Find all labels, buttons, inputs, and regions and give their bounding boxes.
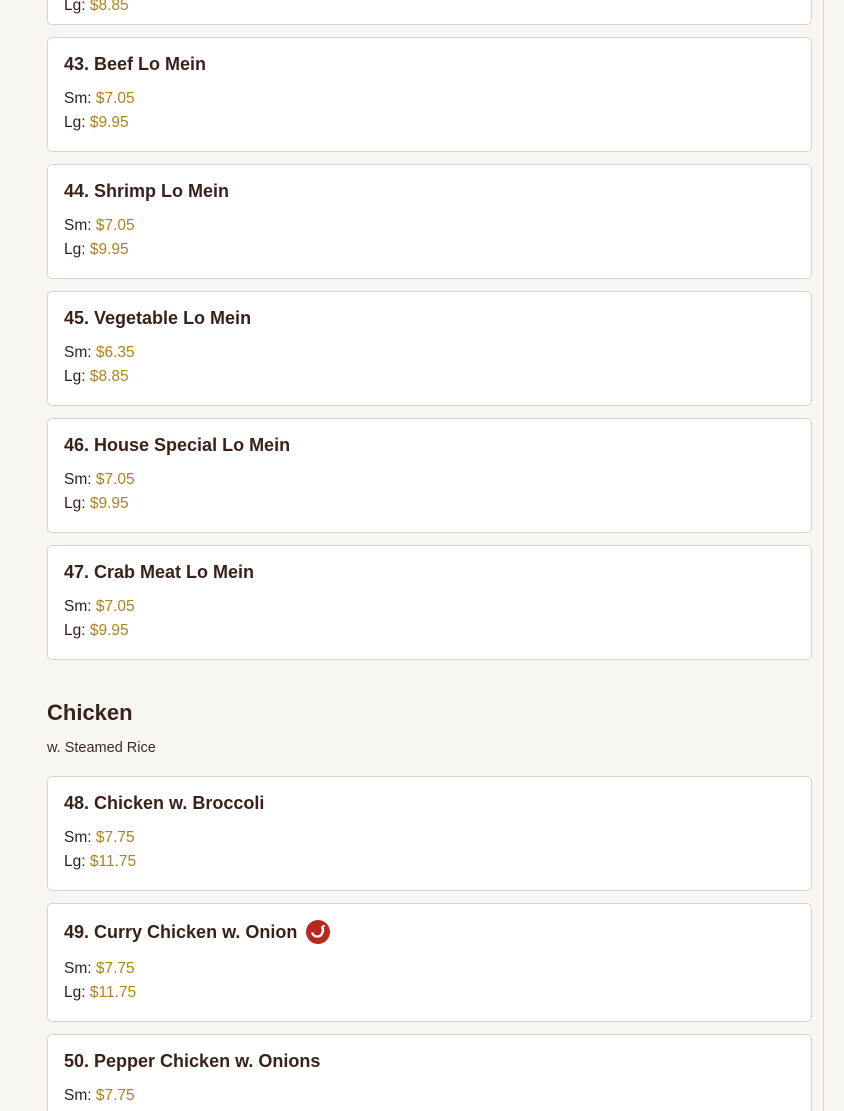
menu-item-card[interactable] <box>47 418 812 533</box>
small-price: $7.75 <box>95 1087 135 1104</box>
large-label: Lg: <box>64 622 86 639</box>
large-price: $8.85 <box>89 0 129 14</box>
large-label: Lg: <box>64 495 86 512</box>
large-price: $11.75 <box>89 853 137 870</box>
small-price-line <box>64 344 135 362</box>
item-title: 46. House Special Lo Mein <box>64 435 291 455</box>
large-price: $9.95 <box>89 241 129 258</box>
large-price-line <box>64 853 136 871</box>
item-title: 50. Pepper Chicken w. Onions <box>64 1051 321 1071</box>
small-price: $7.05 <box>95 217 135 234</box>
large-label: Lg: <box>64 368 86 385</box>
large-price: $9.95 <box>89 622 129 639</box>
menu-item-card[interactable] <box>47 37 812 152</box>
large-price: $8.85 <box>89 368 129 385</box>
small-label: Sm: <box>64 960 92 977</box>
section-heading: Chicken <box>47 700 133 725</box>
menu-item-card[interactable] <box>47 776 812 891</box>
large-label: Lg: <box>64 984 86 1001</box>
large-price: $9.95 <box>89 114 129 131</box>
item-title: 49. Curry Chicken w. Onion <box>64 921 298 942</box>
small-label: Sm: <box>64 1087 92 1104</box>
small-price: $6.35 <box>95 344 135 361</box>
small-price: $7.05 <box>95 471 135 488</box>
large-label: Lg: <box>64 853 86 870</box>
large-price-line <box>64 495 129 513</box>
small-price-line <box>64 471 135 489</box>
small-price-line <box>64 829 135 847</box>
menu-item-card[interactable] <box>47 291 812 406</box>
small-price-line <box>64 960 135 978</box>
large-price-line <box>64 114 129 132</box>
small-price-line <box>64 598 135 616</box>
item-title: 43. Beef Lo Mein <box>64 54 207 74</box>
item-title: 45. Vegetable Lo Mein <box>64 308 252 328</box>
small-label: Sm: <box>64 90 92 107</box>
small-label: Sm: <box>64 217 92 234</box>
large-price-line <box>64 241 129 259</box>
small-price: $7.05 <box>95 598 135 615</box>
large-price-line <box>64 622 129 640</box>
large-price: $11.75 <box>89 984 137 1001</box>
hot-pepper-icon <box>306 920 330 944</box>
small-price-line <box>64 217 135 235</box>
small-label: Sm: <box>64 598 92 615</box>
large-label: Lg: <box>64 114 86 131</box>
small-label: Sm: <box>64 344 92 361</box>
menu-item-card[interactable] <box>47 0 812 25</box>
menu-item-card[interactable] <box>47 1034 812 1111</box>
item-title-row <box>64 920 330 944</box>
large-price-line <box>64 0 129 15</box>
large-label: Lg: <box>64 0 86 14</box>
small-price-line <box>64 90 135 108</box>
large-price: $9.95 <box>89 495 129 512</box>
large-label: Lg: <box>64 241 86 258</box>
item-title: 47. Crab Meat Lo Mein <box>64 562 255 582</box>
small-price-line <box>64 1087 135 1105</box>
small-label: Sm: <box>64 829 92 846</box>
section-subheading: w. Steamed Rice <box>47 740 156 756</box>
item-title: 44. Shrimp Lo Mein <box>64 181 230 201</box>
menu-item-card[interactable] <box>47 903 812 1022</box>
large-price-line <box>64 368 129 386</box>
small-price: $7.75 <box>95 960 135 977</box>
small-price: $7.75 <box>95 829 135 846</box>
item-title: 48. Chicken w. Broccoli <box>64 793 265 813</box>
large-price-line <box>64 984 136 1002</box>
small-label: Sm: <box>64 471 92 488</box>
menu-item-card[interactable] <box>47 164 812 279</box>
menu-item-card[interactable] <box>47 545 812 660</box>
small-price: $7.05 <box>95 90 135 107</box>
